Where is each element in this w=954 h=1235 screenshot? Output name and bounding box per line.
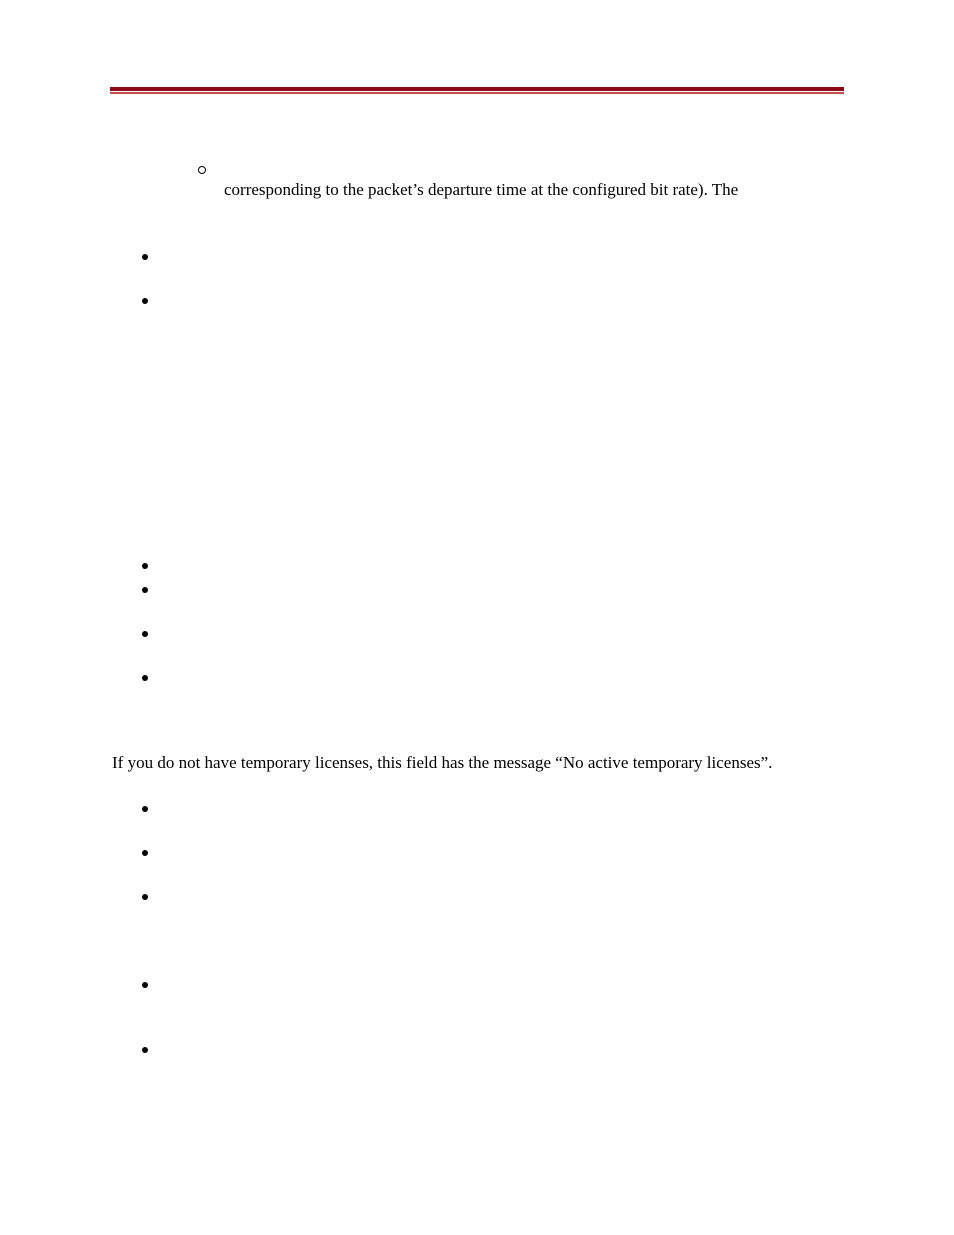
bullet-icon	[142, 1047, 148, 1053]
sub-bullet-icon	[198, 166, 206, 174]
bullet-icon	[142, 631, 148, 637]
bullet-icon	[142, 850, 148, 856]
bullet-icon	[142, 894, 148, 900]
license-note: If you do not have temporary licenses, this field has the message “No active temporary licenses”.	[112, 753, 773, 772]
bullet-icon	[142, 563, 148, 569]
bullet-icon	[142, 982, 148, 988]
header-rule	[110, 87, 844, 95]
sub-item-text: corresponding to the packet’s departure time at the configured bit rate). The	[224, 180, 739, 199]
header-rule-dark	[110, 87, 844, 91]
bullet-icon	[142, 675, 148, 681]
bullet-icon	[142, 298, 148, 304]
bullet-icon	[142, 806, 148, 812]
bullet-icon	[142, 254, 148, 260]
header-rule-light	[110, 92, 844, 94]
bullet-icon	[142, 587, 148, 593]
